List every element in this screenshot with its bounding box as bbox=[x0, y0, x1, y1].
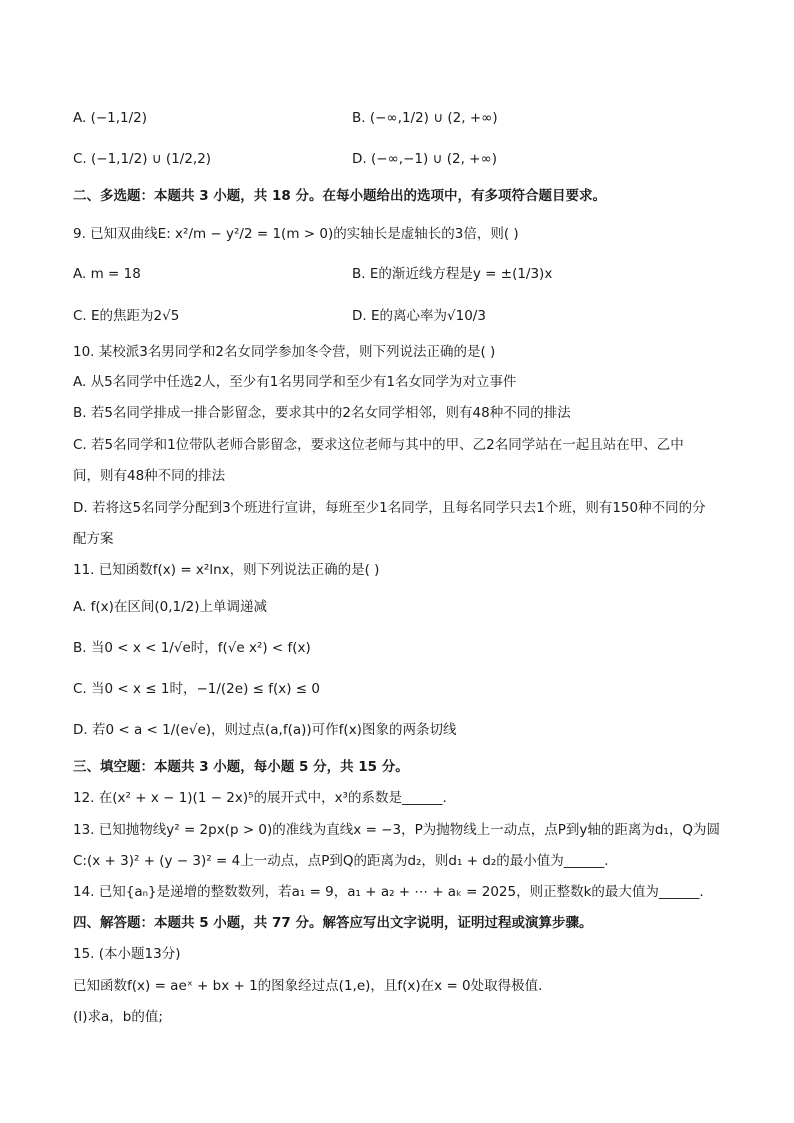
q13-line2: C:(x + 3)² + (y − 3)² = 4上一动点，点P到Q的距离为d₂，则d₁ + d₂的最小值为______. bbox=[73, 853, 609, 869]
q13-line1: 13. 已知抛物线y² = 2px(p > 0)的准线为直线x = −3，P为抛物线上一动点，点P到y轴的距离为d₁，Q为圆 bbox=[73, 822, 720, 838]
q8-option-c: C. (−1,1/2) ∪ (1/2,2) bbox=[73, 151, 212, 167]
q14-stem: 14. 已知{aₙ}是递增的整数数列，若a₁ = 9，a₁ + a₂ + ⋯ + aₖ = 2025，则正整数k的最大值为______. bbox=[73, 884, 704, 900]
q8-option-a: A. (−1,1/2) bbox=[73, 110, 148, 126]
q8-option-d: D. (−∞,−1) ∪ (2, +∞) bbox=[352, 151, 497, 167]
q12-stem: 12. 在(x² + x − 1)(1 − 2x)⁵的展开式中，x³的系数是______. bbox=[73, 790, 447, 806]
q10-option-b: B. 若5名同学排成一排合影留念，要求其中的2名女同学相邻，则有48种不同的排法 bbox=[73, 405, 571, 421]
q15-heading: 15. (本小题13分) bbox=[73, 946, 181, 962]
q10-option-d-line1: D. 若将这5名同学分配到3个班进行宣讲，每班至少1名同学，且每名同学只去1个班，则有150种不同的分 bbox=[73, 500, 706, 516]
q10-option-d-line2: 配方案 bbox=[73, 531, 114, 547]
q11-option-d: D. 若0 < a < 1/(e√e)，则过点(a,f(a))可作f(x)图象的两条切线 bbox=[73, 722, 457, 738]
q11-stem: 11. 已知函数f(x) = x²lnx，则下列说法正确的是( ) bbox=[73, 562, 380, 578]
q15-stem: 已知函数f(x) = aeˣ + bx + 1的图象经过点(1,e)，且f(x)在x = 0处取得极值. bbox=[73, 978, 543, 994]
q15-part1: (Ⅰ)求a，b的值; bbox=[73, 1009, 163, 1025]
q11-option-a: A. f(x)在区间(0,1/2)上单调递减 bbox=[73, 599, 267, 615]
q8-option-b: B. (−∞,1/2) ∪ (2, +∞) bbox=[352, 110, 498, 126]
section-heading-multiple-choice: 二、多选题：本题共 3 小题，共 18 分。在每小题给出的选项中，有多项符合题目要求。 bbox=[73, 188, 606, 204]
q11-option-c: C. 当0 < x ≤ 1时，−1/(2e) ≤ f(x) ≤ 0 bbox=[73, 681, 320, 697]
q10-option-a: A. 从5名同学中任选2人，至少有1名男同学和至少有1名女同学为对立事件 bbox=[73, 374, 517, 390]
q9-stem: 9. 已知双曲线E: x²/m − y²/2 = 1(m > 0)的实轴长是虚轴长的3倍，则( ) bbox=[73, 226, 519, 242]
q10-stem: 10. 某校派3名男同学和2名女同学参加冬令营，则下列说法正确的是( ) bbox=[73, 344, 496, 360]
section-heading-answer: 四、解答题：本题共 5 小题，共 77 分。解答应写出文字说明，证明过程或演算步骤。 bbox=[73, 915, 593, 931]
q9-option-d: D. E的离心率为√10/3 bbox=[352, 308, 486, 324]
q9-option-b: B. E的渐近线方程是y = ±(1/3)x bbox=[352, 266, 553, 282]
section-heading-fill-blank: 三、填空题：本题共 3 小题，每小题 5 分，共 15 分。 bbox=[73, 759, 409, 775]
q10-option-c-line2: 间，则有48种不同的排法 bbox=[73, 468, 226, 484]
q10-option-c-line1: C. 若5名同学和1位带队老师合影留念，要求这位老师与其中的甲、乙2名同学站在一起且站在甲、乙中 bbox=[73, 437, 684, 453]
q9-option-a: A. m = 18 bbox=[73, 266, 141, 282]
q9-option-c: C. E的焦距为2√5 bbox=[73, 308, 180, 324]
q11-option-b: B. 当0 < x < 1/√e时，f(√e x²) < f(x) bbox=[73, 640, 311, 656]
